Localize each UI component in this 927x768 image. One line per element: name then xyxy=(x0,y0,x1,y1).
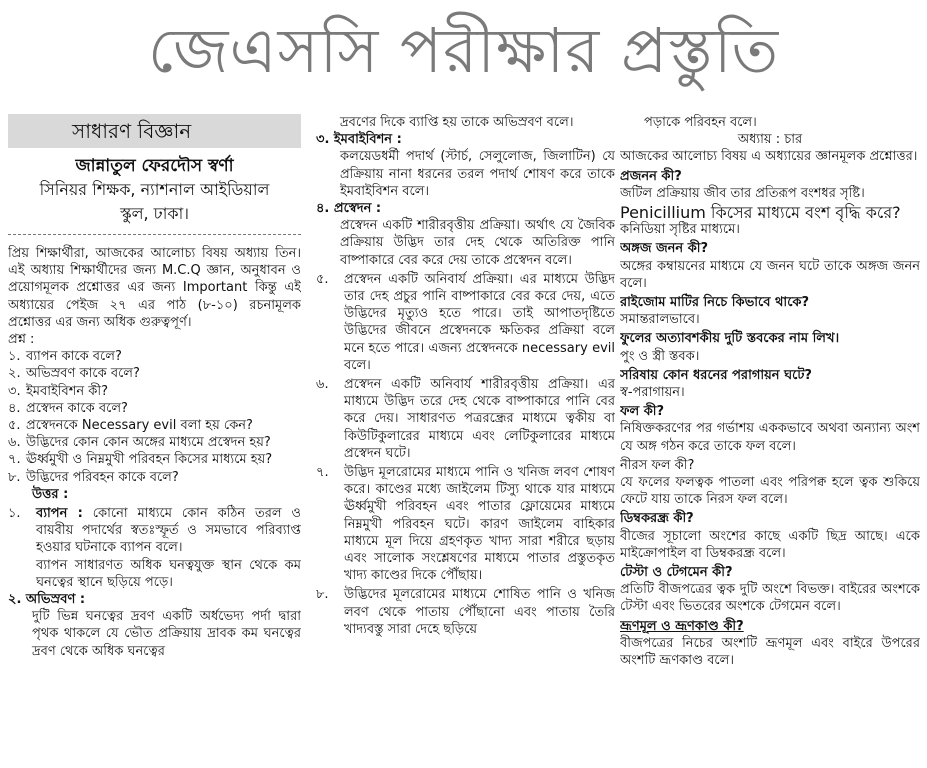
answer-2-text: দুটি ভিন্ন ঘনত্বের দ্রবণ একটি অর্ধভেদ্য পর্দা দ্বারা পৃথক থাকলে যে ভৌত প্রক্রিয়ায় দ্রাবক কম ঘনত্বের দ্রবণ থেকে অধিক ঘনত্বের xyxy=(32,609,301,659)
question-number: ১. xyxy=(8,349,21,365)
answer-2-heading: ২. অভিস্রবণ : xyxy=(8,592,86,608)
page-headline: জেএসসি পরীক্ষার প্রস্তুতি xyxy=(147,14,780,87)
qa-answer: বীজপত্রের নিচের অংশটি ভ্রূণমূল এবং বাইরে উপরের অংশটি ভ্রূণকাণ্ড বলে। xyxy=(620,635,920,669)
chapter-heading: অধ্যায় : চার xyxy=(737,132,803,148)
question-number: ৮. xyxy=(8,469,21,485)
qa-answer: বীজের সূচালো অংশের কাছে একটি ছিদ্র আছে। একে মাইক্রোপাইল বা ডিম্বকরন্ধ্র বলে। xyxy=(620,528,920,561)
answer-1 xyxy=(8,505,301,591)
question-number: ৫. xyxy=(8,418,21,434)
qa-question: ফল কী? xyxy=(620,404,665,420)
question-text: ইমবাইবিশন কী? xyxy=(26,383,108,399)
qa-answer: সমান্তরালভাবে। xyxy=(620,312,700,328)
answer-number: ৫. xyxy=(316,271,329,287)
author-designation: সিনিয়র শিক্ষক, ন্যাশনাল আইডিয়াল xyxy=(39,180,270,199)
answer-number: ৭. xyxy=(316,465,329,481)
qa-answer: পুং ও স্ত্রী স্তবক। xyxy=(620,348,700,364)
column-1 xyxy=(8,114,301,764)
question-heading: প্রশ্ন : xyxy=(8,332,35,348)
answer-4-heading: ৪. প্রস্বেদন : xyxy=(316,201,382,217)
qa-list xyxy=(620,168,920,670)
question-text: উদ্ভিদের পরিবহন কাকে বলে? xyxy=(26,469,179,485)
question-text: ঊর্ধ্বমুখী ও নিম্নমুখী পরিবহন কিসের মাধ্যমে হয়? xyxy=(26,452,273,468)
question-text: অভিস্রবণ কাকে বলে? xyxy=(26,366,140,382)
question-text: প্রস্বেদন কাকে বলে? xyxy=(26,400,128,416)
author-school: স্কুল, ঢাকা। xyxy=(120,204,189,223)
qa-answer: নিষিক্তকরণের পর গর্ভাশয় এককভাবে অথবা অন্যান্য অংশ যে অঙ্গ গঠন করে তাকে ফল বলে। xyxy=(620,421,920,454)
answer-5 xyxy=(316,271,615,374)
qa-answer: স্ব-পরাগায়ন। xyxy=(620,385,685,401)
answer-7 xyxy=(316,464,615,584)
question-number: ২. xyxy=(8,366,21,382)
qa-question: নীরস ফল কী? xyxy=(620,457,695,473)
question-number: ৭. xyxy=(8,452,21,468)
answer-6 xyxy=(316,376,615,462)
qa-answer: জটিল প্রক্রিয়ায় জীব তার প্রতিরূপ বংশধর সৃষ্টি। xyxy=(620,185,865,201)
column-3 xyxy=(620,114,920,764)
answer-text: ব্যাপন সাধারণত অধিক ঘনত্বযুক্ত স্থান থেকে কম ঘনত্বের স্থানে ছড়িয়ে পড়ে। xyxy=(36,557,301,590)
author-block xyxy=(8,154,301,226)
answer-heading: উত্তর : xyxy=(32,486,69,502)
answer-4-text: প্রস্বেদন একটি শারীরবৃত্তীয় প্রক্রিয়া। অর্থাৎ যে জৈবিক প্রক্রিয়ায় উদ্ভিদ তার দেহ থেকে অতিরিক্ত পানি বাষ্পাকারে বের করে দেয় তাকে প্রস্বেদন বলে। xyxy=(340,218,615,268)
answer-number: ৬. xyxy=(316,377,329,393)
qa-answer: কনিডিয়া সৃষ্টির মাধ্যমে। xyxy=(620,222,740,238)
answer-number: ১. xyxy=(8,506,21,522)
question-number: ৪. xyxy=(8,400,21,416)
question-item xyxy=(8,451,301,468)
qa-question: ভ্রূণমূল ও ভ্রূণকাণ্ড কী? xyxy=(620,618,744,634)
question-text: ব্যাপন কাকে বলে? xyxy=(26,349,122,365)
question-item xyxy=(8,434,301,451)
chapter-intro: আজকের আলোচ্য বিষয় এ অধ্যায়ের জ্ঞানমূলক প্রশ্নোত্তর। xyxy=(620,149,918,165)
qa-question: সরিষায় কোন ধরনের পরাগায়ন ঘটে? xyxy=(620,367,812,383)
qa-question: ফুলের অত্যাবশকীয় দুটি স্তবকের নাম লিখ। xyxy=(620,331,840,347)
question-number: ৬. xyxy=(8,435,21,451)
answer-term: ব্যাপন : xyxy=(36,506,83,522)
answer-text: উদ্ভিদের মূলরোমের মাধ্যমে শোষিত পানি ও খনিজ লবণ থেকে পাতায় পৌঁছানো এবং পাতায় তৈরি খাদ্যবস্তু সারা দেহে ছড়িয়ে xyxy=(344,587,615,637)
question-item xyxy=(8,400,301,417)
qa-question: Penicillium কিসের মাধ্যমে বংশ বৃদ্ধি করে? xyxy=(620,203,901,223)
answer-number: ৮. xyxy=(316,587,329,603)
question-item xyxy=(8,469,301,486)
answer-8 xyxy=(316,586,615,638)
author-name: জান্নাতুল ফেরদৌস স্বর্ণা xyxy=(75,156,234,176)
question-number: ৩. xyxy=(8,383,21,399)
question-item xyxy=(8,417,301,434)
subject-banner: সাধারণ বিজ্ঞান xyxy=(8,114,301,148)
question-text: প্রস্বেদনকে Necessary evil বলা হয় কেন? xyxy=(26,418,253,434)
qa-answer: প্রতিটি বীজপত্রের ত্বক দুটি অংশে বিভক্ত। বাইরের অংশকে টেস্টা এবং ভিতরের অংশকে টেগমেন বলে। xyxy=(620,582,920,615)
answer-text: প্রস্বেদন একটি অনিবার্য প্রক্রিয়া। এর মাধ্যমে উদ্ভিদ তার দেহ প্রচুর পানি বাষ্পাকারে বের করে দেয়, এতে উদ্ভিদের মৃত্যুও হতে পারে। তাই আপাতদৃষ্টিতে উদ্ভিদের জীবনে প্রস্বেদনকে ক্ষতিকর প্রক্রিয়া বলে মনে হতে পারে। এজন্য প্রস্বেদনকে necessary evil বলে। xyxy=(344,271,615,373)
divider xyxy=(8,234,301,235)
answer-2-continued: দ্রবণের দিকে ব্যাপ্তি হয় তাকে অভিস্রবণ বলে। xyxy=(340,115,574,130)
qa-question: রাইজোম মাটির নিচে কিভাবে থাকে? xyxy=(620,295,810,311)
qa-answer: অঙ্গের কম্বায়নের মাধ্যমে যে জনন ঘটে তাকে অঙ্গজ জনন বলে। xyxy=(620,258,920,291)
question-item xyxy=(8,365,301,382)
qa-question: টেস্টা ও টেগমেন কী? xyxy=(620,565,733,581)
column-2 xyxy=(316,114,615,764)
answer-text: উদ্ভিদ মূলরোমের মাধ্যমে পানি ও খনিজ লবণ শোষণ করে। কাণ্ডের মধ্যে জাইলেম টিস্যু থাকে যার মাধ্যমে ঊর্ধ্বমুখী পরিবহন এবং পাতার ফ্লোয়েমের মাধ্যমে নিম্নমুখী পরিবহন ঘটে। কারণ জাইলেম বাহিকার মাধ্যমে মূল দিয়ে গ্রহণকৃত খাদ্য সারা শরীরে ছড়ায় এবং সালোক সংশ্লেষণের মাধ্যমে পাতার প্রস্তুতকৃত খাদ্য কাণ্ডের দিকে পৌঁছায়। xyxy=(344,465,615,584)
question-item xyxy=(8,383,301,400)
qa-question: প্রজনন কী? xyxy=(620,168,682,184)
answer-text: কোনো মাধ্যমে কোন কঠিন তরল ও বায়বীয় পদার্থের স্বতঃস্ফূর্ত ও সমভাবে পরিব্যাপ্ত হওয়ার ঘটনাকে ব্যাপন বলে। xyxy=(36,506,301,556)
answer-3-text: কলয়েডধর্মী পদার্থ (স্টার্চ, সেলুলোজ, জিলাটিন) যে প্রক্রিয়ায় নানা ধরনের তরল পদার্থ শোষণ করে তাকে ইমবাইবিশন বলে। xyxy=(340,149,615,199)
qa-question: ডিম্বকরন্ধ্র কী? xyxy=(620,511,694,527)
qa-question: অঙ্গজ জনন কী? xyxy=(620,241,709,257)
answer-3-heading: ৩. ইমবাইবিশন : xyxy=(316,132,402,148)
answer-8-continued: পড়াকে পরিবহন বলে। xyxy=(644,115,757,130)
question-list xyxy=(8,348,301,486)
qa-answer: যে ফলের ফলত্বক পাতলা এবং পরিপক্ব হলে ত্বক শুকিয়ে ফেটে যায় তাকে নিরস ফল বলে। xyxy=(620,475,920,508)
answer-text: প্রস্বেদন একটি অনিবার্য শারীরবৃত্তীয় প্রক্রিয়া। এর মাধ্যমে উদ্ভিদ তরে দেহ থেকে বাষ্পাকারে পানি বের করে দেয়। সাধারণত পত্ররন্ধ্রের মাধ্যমে ত্বকীয় বা কিউটিকুলারের মাধ্যমে এবং লেটিকুলারের মাধ্যমে প্রস্বেদন ঘটে। xyxy=(344,377,615,461)
question-item xyxy=(8,348,301,365)
intro-paragraph: প্রিয় শিক্ষার্থীরা, আজকের আলোচ্য বিষয় অধ্যায় তিন। এই অধ্যায় শিক্ষার্থীদের জন্য M.C.Q জ্ঞান, অনুধাবন ও প্রয়োগমূলক প্রশ্নোত্তর এর জন্য Important কিন্তু এই অধ্যায়ের পেইজ ২৭ এর পাঠ (৮-১০) রচনামূলক প্রশ্নোত্তর এর জন্য অধিক গুরুত্বপূর্ণ। xyxy=(8,246,301,330)
question-text: উদ্ভিদের কোন কোন অঙ্গের মাধ্যমে প্রস্বেদন হয়? xyxy=(26,435,271,451)
